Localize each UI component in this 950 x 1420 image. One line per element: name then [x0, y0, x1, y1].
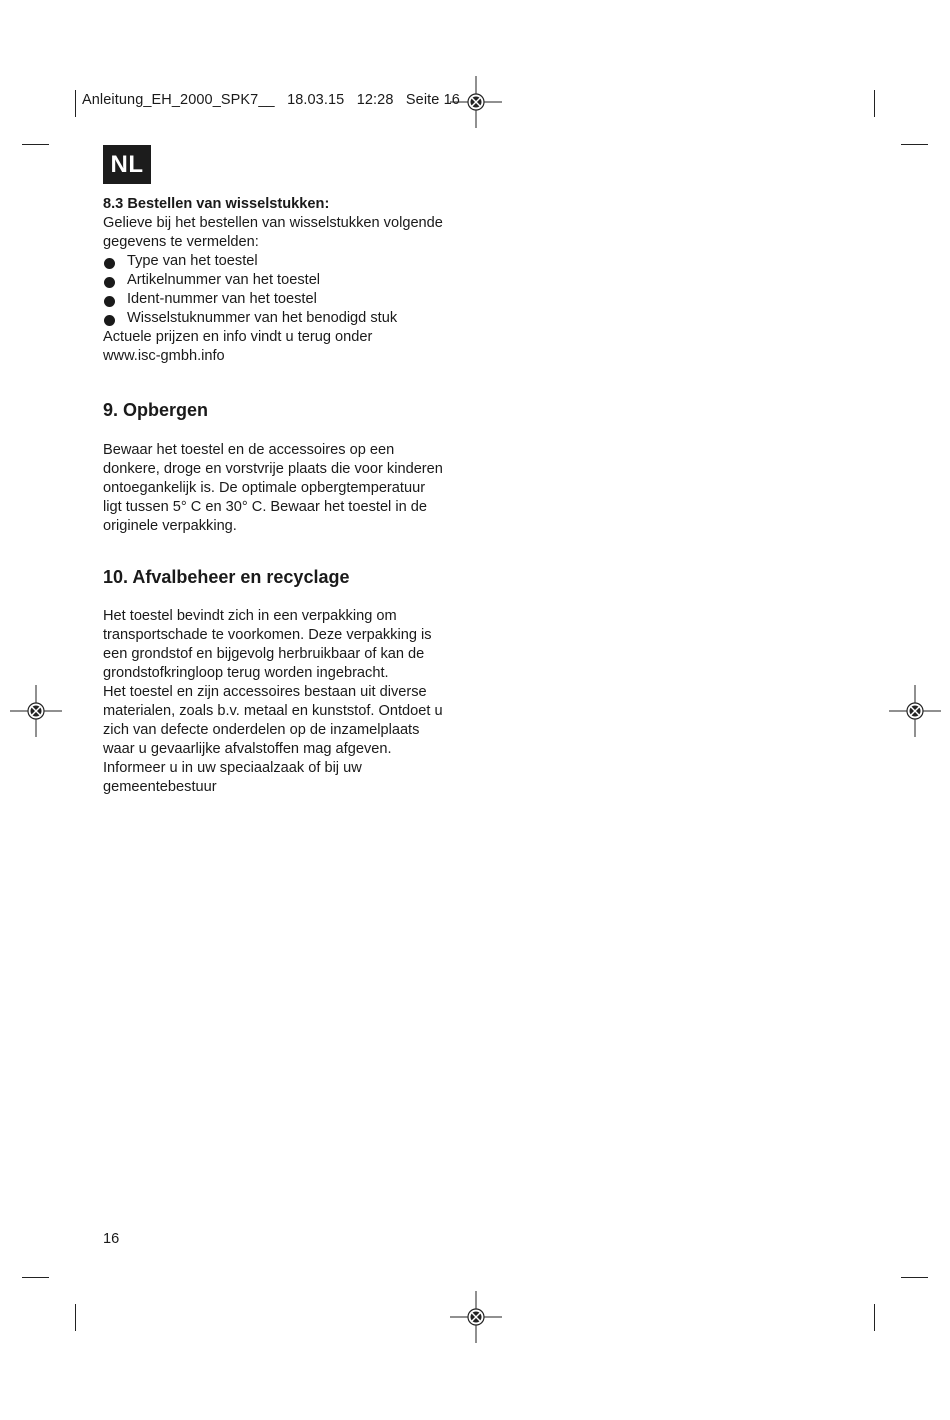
text-line: grondstofkringloop terug worden ingebracht.: [103, 665, 389, 681]
text-line: zich van defecte onderdelen op de inzamelplaats: [103, 722, 420, 738]
text-line: Het toestel en zijn accessoires bestaan uit diverse: [103, 684, 427, 700]
registration-mark-right-icon: [889, 685, 941, 737]
text-line: een grondstof en bijgevolg herbruikbaar of kan de: [103, 646, 425, 662]
section-8-3-website-link[interactable]: www.isc-gmbh.info: [103, 348, 225, 364]
text-line: ontoegankelijk is. De optimale opbergtemperatuur: [103, 480, 426, 496]
parts-info-list: [103, 252, 473, 328]
list-item: Artikelnummer van het toestel: [103, 271, 473, 290]
section-9-heading: 9. Opbergen: [103, 400, 209, 420]
list-item: Wisselstuknummer van het benodigd stuk: [103, 309, 473, 328]
registration-mark-top-icon: [450, 76, 502, 128]
section-10-body: [103, 607, 473, 797]
text-line: originele verpakking.: [103, 518, 237, 534]
registration-mark-bottom-icon: [450, 1291, 502, 1343]
bullet-icon: [104, 315, 115, 326]
list-item: Type van het toestel: [103, 252, 473, 271]
crop-mark-top-right-horizontal: [901, 144, 928, 145]
text-line: ligt tussen 5° C en 30° C. Bewaar het toestel in de: [103, 499, 427, 515]
list-item: Ident-nummer van het toestel: [103, 290, 473, 309]
crop-mark-bottom-left-horizontal: [22, 1277, 49, 1278]
crop-mark-bottom-right-horizontal: [901, 1277, 928, 1278]
registration-mark-left-icon: [10, 685, 62, 737]
print-slug: [82, 92, 460, 108]
crop-mark-top-left-horizontal: [22, 144, 49, 145]
text-line: Informeer u in uw speciaalzaak of bij uw: [103, 760, 362, 776]
slug-filename: Anleitung_EH_2000_SPK7__: [82, 92, 275, 108]
crop-mark-bottom-right-vertical: [874, 1304, 875, 1331]
page-number: 16: [103, 1231, 120, 1247]
section-8-3-intro-line-2: gegevens te vermelden:: [103, 234, 259, 250]
section-8-3-outro-line-1: Actuele prijzen en info vindt u terug onder: [103, 329, 373, 345]
language-badge: NL: [103, 145, 151, 184]
section-8-3-heading: 8.3 Bestellen van wisselstukken:: [103, 196, 330, 212]
text-line: waar u gevaarlijke afvalstoffen mag afgeven.: [103, 741, 392, 757]
section-8-3: [103, 195, 473, 366]
slug-page-label: Seite 16: [405, 92, 460, 108]
slug-time: 12:28: [356, 92, 394, 108]
crop-mark-bottom-left-vertical: [75, 1304, 76, 1331]
text-line: transportschade te voorkomen. Deze verpakking is: [103, 627, 432, 643]
text-line: materialen, zoals b.v. metaal en kunststof. Ontdoet u: [103, 703, 443, 719]
crop-mark-top-left-vertical: [75, 90, 76, 117]
section-9-body: [103, 441, 473, 536]
text-line: donkere, droge en vorstvrije plaats die voor kinderen: [103, 461, 443, 477]
text-line: Bewaar het toestel en de accessoires op een: [103, 442, 395, 458]
slug-date: 18.03.15: [287, 92, 345, 108]
bullet-icon: [104, 258, 115, 269]
section-10-heading: 10. Afvalbeheer en recyclage: [103, 567, 350, 587]
bullet-icon: [104, 296, 115, 307]
text-line: Het toestel bevindt zich in een verpakking om: [103, 608, 397, 624]
section-8-3-intro-line-1: Gelieve bij het bestellen van wisselstukken volgende: [103, 215, 443, 231]
text-line: gemeentebestuur: [103, 779, 217, 795]
crop-mark-top-right-vertical: [874, 90, 875, 117]
bullet-icon: [104, 277, 115, 288]
